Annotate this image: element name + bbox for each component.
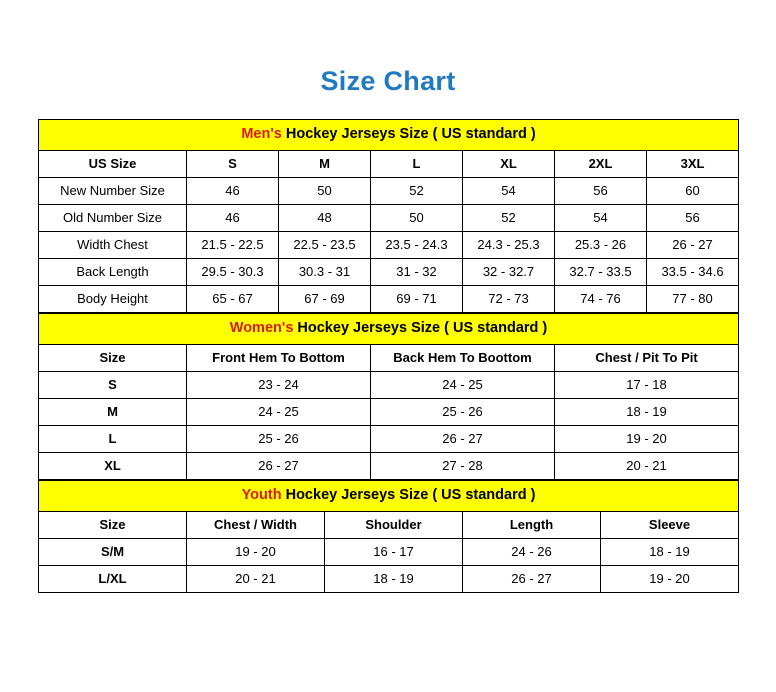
mens-row-2-cell-4: 24.3 - 25.3	[463, 232, 555, 259]
womens-row-1-cell-3: 18 - 19	[555, 399, 739, 426]
mens-row-4-cell-2: 67 - 69	[279, 286, 371, 313]
mens-row-4-cell-6: 77 - 80	[647, 286, 739, 313]
table-row	[39, 205, 739, 232]
womens-header-cell-3: Chest / Pit To Pit	[555, 345, 739, 372]
mens-banner-accent: Men's	[241, 126, 282, 143]
womens-row-2-cell-3: 19 - 20	[555, 426, 739, 453]
mens-row-1-cell-3: 50	[371, 205, 463, 232]
mens-row-3-cell-5: 32.7 - 33.5	[555, 259, 647, 286]
youth-header-cell-2: Shoulder	[325, 512, 463, 539]
youth-header-cell-0: Size	[39, 512, 187, 539]
mens-row-3-cell-4: 32 - 32.7	[463, 259, 555, 286]
mens-row-4-cell-5: 74 - 76	[555, 286, 647, 313]
womens-header-cell-1: Front Hem To Bottom	[187, 345, 371, 372]
youth-banner-cell	[39, 481, 739, 512]
womens-banner-rest: Hockey Jerseys Size ( US standard )	[293, 320, 548, 337]
mens-header-cell-4: XL	[463, 151, 555, 178]
mens-row-2-cell-1: 21.5 - 22.5	[187, 232, 279, 259]
table-row	[39, 259, 739, 286]
youth-header-cell-4: Sleeve	[601, 512, 739, 539]
youth-row-0-cell-2: 16 - 17	[325, 539, 463, 566]
youth-size-table	[38, 480, 739, 593]
table-row	[39, 399, 739, 426]
mens-row-2-cell-5: 25.3 - 26	[555, 232, 647, 259]
womens-header-cell-2: Back Hem To Boottom	[371, 345, 555, 372]
mens-row-4-cell-3: 69 - 71	[371, 286, 463, 313]
youth-row-1-cell-1: 20 - 21	[187, 566, 325, 593]
womens-row-2-label: L	[39, 426, 187, 453]
mens-row-4-label: Body Height	[39, 286, 187, 313]
mens-row-1-cell-6: 56	[647, 205, 739, 232]
womens-row-2-cell-1: 25 - 26	[187, 426, 371, 453]
mens-row-3-cell-1: 29.5 - 30.3	[187, 259, 279, 286]
womens-header-row	[39, 345, 739, 372]
womens-banner-accent: Women's	[229, 320, 294, 337]
mens-header-cell-3: L	[371, 151, 463, 178]
mens-banner-cell	[39, 120, 739, 151]
mens-row-0-cell-1: 46	[187, 178, 279, 205]
mens-banner-row	[39, 120, 739, 151]
mens-row-2-cell-2: 22.5 - 23.5	[279, 232, 371, 259]
table-row	[39, 286, 739, 313]
youth-banner-rest: Hockey Jerseys Size ( US standard )	[281, 487, 536, 504]
mens-row-0-cell-6: 60	[647, 178, 739, 205]
womens-row-3-cell-2: 27 - 28	[371, 453, 555, 480]
mens-row-1-cell-1: 46	[187, 205, 279, 232]
mens-header-cell-5: 2XL	[555, 151, 647, 178]
table-row	[39, 566, 739, 593]
womens-row-3-label: XL	[39, 453, 187, 480]
mens-row-0-cell-5: 56	[555, 178, 647, 205]
womens-size-table	[38, 313, 739, 480]
womens-row-0-cell-2: 24 - 25	[371, 372, 555, 399]
mens-header-cell-1: S	[187, 151, 279, 178]
youth-row-1-cell-3: 26 - 27	[463, 566, 601, 593]
mens-row-0-cell-2: 50	[279, 178, 371, 205]
youth-row-1-cell-4: 19 - 20	[601, 566, 739, 593]
youth-row-1-cell-2: 18 - 19	[325, 566, 463, 593]
table-row	[39, 178, 739, 205]
mens-row-1-cell-2: 48	[279, 205, 371, 232]
womens-row-2-cell-2: 26 - 27	[371, 426, 555, 453]
mens-header-cell-2: M	[279, 151, 371, 178]
womens-row-1-label: M	[39, 399, 187, 426]
mens-row-1-cell-5: 54	[555, 205, 647, 232]
womens-row-3-cell-3: 20 - 21	[555, 453, 739, 480]
mens-row-4-cell-4: 72 - 73	[463, 286, 555, 313]
mens-banner-rest: Hockey Jerseys Size ( US standard )	[281, 126, 536, 143]
womens-row-0-cell-1: 23 - 24	[187, 372, 371, 399]
mens-header-cell-0: US Size	[39, 151, 187, 178]
youth-row-0-label: S/M	[39, 539, 187, 566]
womens-row-1-cell-1: 24 - 25	[187, 399, 371, 426]
tables-container	[38, 119, 738, 593]
youth-row-0-cell-3: 24 - 26	[463, 539, 601, 566]
mens-row-3-cell-6: 33.5 - 34.6	[647, 259, 739, 286]
youth-row-0-cell-1: 19 - 20	[187, 539, 325, 566]
womens-banner-cell	[39, 314, 739, 345]
womens-row-3-cell-1: 26 - 27	[187, 453, 371, 480]
mens-row-2-cell-3: 23.5 - 24.3	[371, 232, 463, 259]
mens-header-cell-6: 3XL	[647, 151, 739, 178]
youth-header-cell-3: Length	[463, 512, 601, 539]
womens-banner-row	[39, 314, 739, 345]
mens-row-4-cell-1: 65 - 67	[187, 286, 279, 313]
mens-row-1-cell-4: 52	[463, 205, 555, 232]
mens-size-table	[38, 119, 739, 313]
youth-header-cell-1: Chest / Width	[187, 512, 325, 539]
womens-row-1-cell-2: 25 - 26	[371, 399, 555, 426]
table-row	[39, 232, 739, 259]
youth-row-1-label: L/XL	[39, 566, 187, 593]
mens-row-0-cell-3: 52	[371, 178, 463, 205]
womens-row-0-cell-3: 17 - 18	[555, 372, 739, 399]
mens-row-0-cell-4: 54	[463, 178, 555, 205]
womens-header-cell-0: Size	[39, 345, 187, 372]
mens-row-3-cell-2: 30.3 - 31	[279, 259, 371, 286]
page-title: Size Chart	[320, 66, 456, 96]
youth-banner-row	[39, 481, 739, 512]
youth-header-row	[39, 512, 739, 539]
youth-row-0-cell-4: 18 - 19	[601, 539, 739, 566]
youth-banner-accent: Youth	[241, 487, 282, 504]
womens-row-0-label: S	[39, 372, 187, 399]
mens-row-2-cell-6: 26 - 27	[647, 232, 739, 259]
mens-header-row	[39, 151, 739, 178]
table-row	[39, 372, 739, 399]
mens-row-3-cell-3: 31 - 32	[371, 259, 463, 286]
table-row	[39, 453, 739, 480]
mens-row-0-label: New Number Size	[39, 178, 187, 205]
mens-row-1-label: Old Number Size	[39, 205, 187, 232]
table-row	[39, 539, 739, 566]
mens-row-3-label: Back Length	[39, 259, 187, 286]
mens-row-2-label: Width Chest	[39, 232, 187, 259]
table-row	[39, 426, 739, 453]
